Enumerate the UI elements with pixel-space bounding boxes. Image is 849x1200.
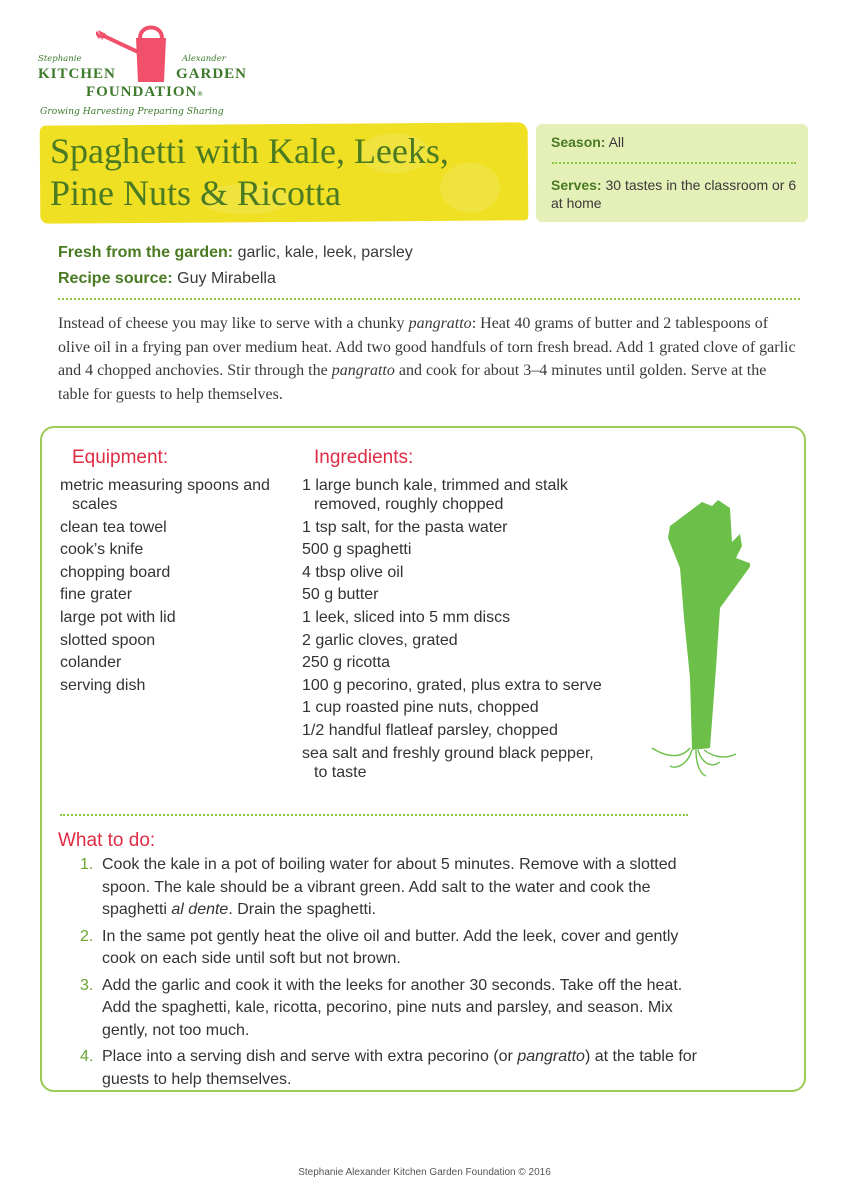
serves-line — [551, 176, 801, 212]
equipment-item: colander — [60, 654, 122, 672]
ingredients-item: 1 tsp salt, for the pasta water — [302, 518, 508, 536]
ingredients-item: 4 tbsp olive oil — [302, 563, 404, 581]
method-steps — [80, 854, 700, 1095]
ingredients-list — [302, 476, 602, 785]
fresh-label: Fresh from the garden: — [58, 244, 234, 261]
equipment-item: slotted spoon — [60, 631, 156, 649]
serves-value: 30 tastes in the classroom or 6 at home — [551, 177, 797, 211]
ingredients-heading: Ingredients: — [314, 447, 414, 468]
method-step: 2. In the same pot gently heat the olive oil and butter. Add the leek, cover and gently cook on each side until soft but not brown. — [80, 927, 679, 967]
step-number: 2. — [80, 927, 94, 945]
equipment-item: fine grater — [60, 586, 133, 604]
ingredients-item: 1/2 handful flatleaf parsley, chopped — [302, 721, 558, 739]
logo-kitchen: KITCHEN — [38, 66, 116, 82]
equipment-item: clean tea towel — [60, 518, 167, 536]
fresh-from-garden — [58, 244, 413, 262]
ingredients-item: 50 g butter — [302, 586, 379, 604]
intro-paragraph: Instead of cheese you may like to serve with a chunky pangratto: Heat 40 grams of butter and 2 tablespoons of olive oil in a frying pan over medium heat. Add two good handfuls of torn fresh bread. Add 1 grated clove of garlic and 4 chopped anchovies. Stir through the pangratto and cook for about 3–4 minutes until golden. Serve at the table for guests to help themselves. — [58, 315, 796, 403]
ingredients-item: 1 leek, sliced into 5 mm discs — [302, 608, 511, 626]
method-step: 3. Add the garlic and cook it with the leeks for another 30 seconds. Take off the heat. Add the spaghetti, kale, ricotta, pecorino, pine nuts and parsley, and season. Mix gently, not too much. — [80, 976, 683, 1039]
logo-foundation: FOUNDATION® — [86, 84, 204, 100]
step-number: 3. — [80, 976, 94, 994]
step-number: 4. — [80, 1048, 94, 1065]
divider — [60, 814, 688, 816]
serves-label: Serves: — [551, 177, 602, 193]
season-value: All — [608, 134, 625, 150]
step-number: 1. — [80, 856, 94, 873]
method-step: 4. Place into a serving dish and serve with extra pecorino (or pangratto) at the table for guests to help themselves. — [80, 1048, 697, 1088]
ingredients-item: sea salt and freshly ground black pepper, to taste — [302, 744, 594, 781]
logo-tagline: Growing Harvesting Preparing Sharing — [40, 106, 224, 117]
method-step: 1. Cook the kale in a pot of boiling water for about 5 minutes. Remove with a slotted spoon. The kale should be a vibrant green. Add salt to the water and cook the spaghetti al dente. Drain the spaghetti. — [80, 856, 677, 918]
equipment-item: metric measuring spoons and scales — [60, 477, 270, 513]
ingredients-item: 100 g pecorino, grated, plus extra to serve — [302, 676, 602, 694]
ingredients-item: 1 cup roasted pine nuts, chopped — [302, 699, 539, 717]
source-value: Guy Mirabella — [177, 270, 276, 287]
leek-illustration — [640, 498, 750, 778]
source-label: Recipe source: — [58, 270, 173, 287]
foundation-logo — [38, 22, 258, 122]
equipment-item: cook’s knife — [60, 541, 144, 559]
equipment-list — [60, 476, 290, 698]
ingredients-item: 2 garlic cloves, grated — [302, 631, 458, 649]
season-line — [551, 133, 624, 151]
ingredients-item: 500 g spaghetti — [302, 541, 412, 559]
season-serves-box — [536, 124, 808, 222]
recipe-source — [58, 270, 276, 288]
ingredients-item: 1 large bunch kale, trimmed and stalk removed, roughly chopped — [302, 477, 568, 513]
fresh-value: garlic, kale, leek, parsley — [237, 244, 413, 261]
footer-copyright: Stephanie Alexander Kitchen Garden Foundation © 2016 — [298, 1167, 551, 1178]
ingredients-item: 250 g ricotta — [302, 654, 391, 672]
equipment-item: chopping board — [60, 563, 171, 581]
divider — [58, 298, 800, 300]
method-heading: What to do: — [58, 830, 156, 851]
equipment-item: large pot with lid — [60, 608, 176, 626]
equipment-heading: Equipment: — [72, 447, 169, 468]
divider — [552, 162, 796, 164]
logo-stephanie: Stephanie — [38, 54, 82, 64]
page-title: Spaghetti with Kale, Leeks, Pine Nuts & Ricotta — [50, 131, 449, 213]
equipment-item: serving dish — [60, 676, 146, 694]
season-label: Season: — [551, 134, 606, 150]
logo-garden: GARDEN — [176, 66, 248, 82]
logo-alexander: Alexander — [182, 54, 226, 64]
